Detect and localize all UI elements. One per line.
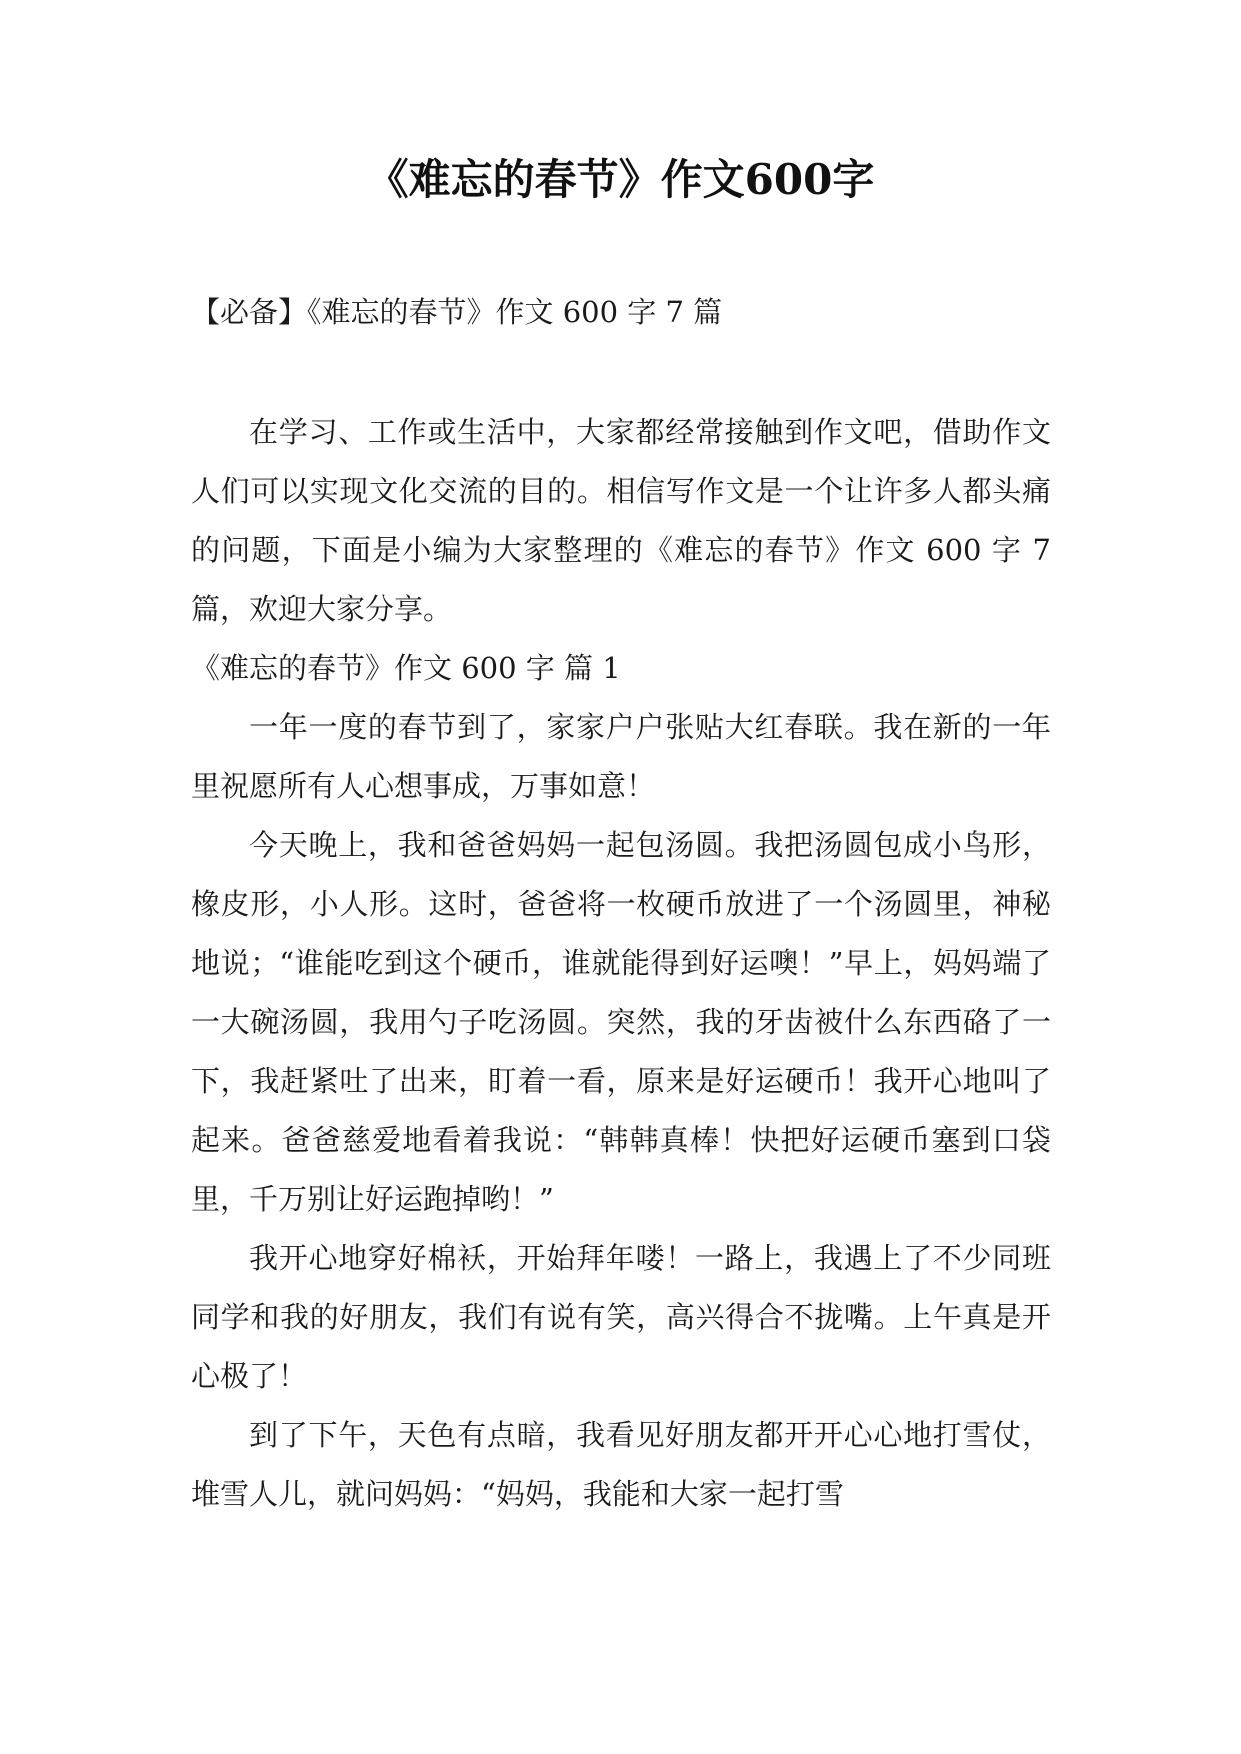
document-title: 《难忘的春节》作文600字 <box>366 155 875 204</box>
body-paragraph: 今天晚上，我和爸爸妈妈一起包汤圆。我把汤圆包成小鸟形，橡皮形，小人形。这时，爸爸将一枚硬币放进了一个汤圆里，神秘地说；“谁能吃到这个硬币，谁就能得到好运噢！”早上，妈妈端了一大碗汤圆，我用勺子吃汤圆。突然，我的牙齿被什么东西硌了一下，我赶紧吐了出来，盯着一看，原来是好运硬币！我开心地叫了起来。爸爸慈爱地看着我说：“韩韩真棒！快把好运硬币塞到口袋里，千万别让好运跑掉哟！” <box>191 828 1051 1216</box>
section-heading: 《难忘的春节》作文 600 字 篇 1 <box>191 651 621 685</box>
body-paragraph: 到了下午，天色有点暗，我看见好朋友都开开心心地打雪仗，堆雪人儿，就问妈妈：“妈妈，我能和大家一起打雪 <box>191 1418 1051 1511</box>
body-paragraph: 我开心地穿好棉袄，开始拜年喽！一路上，我遇上了不少同班同学和我的好朋友，我们有说有笑，高兴得合不拢嘴。上午真是开心极了！ <box>191 1241 1051 1393</box>
document-subtitle: 【必备】《难忘的春节》作文 600 字 7 篇 <box>191 295 723 329</box>
intro-paragraph: 在学习、工作或生活中，大家都经常接触到作文吧，借助作文人们可以实现文化交流的目的。相信写作文是一个让许多人都头痛的问题，下面是小编为大家整理的《难忘的春节》作文 600 字 7 篇，欢迎大家分享。 <box>191 415 1051 626</box>
document-body <box>191 403 1051 1524</box>
body-paragraph: 一年一度的春节到了，家家户户张贴大红春联。我在新的一年里祝愿所有人心想事成，万事如意！ <box>191 710 1051 803</box>
